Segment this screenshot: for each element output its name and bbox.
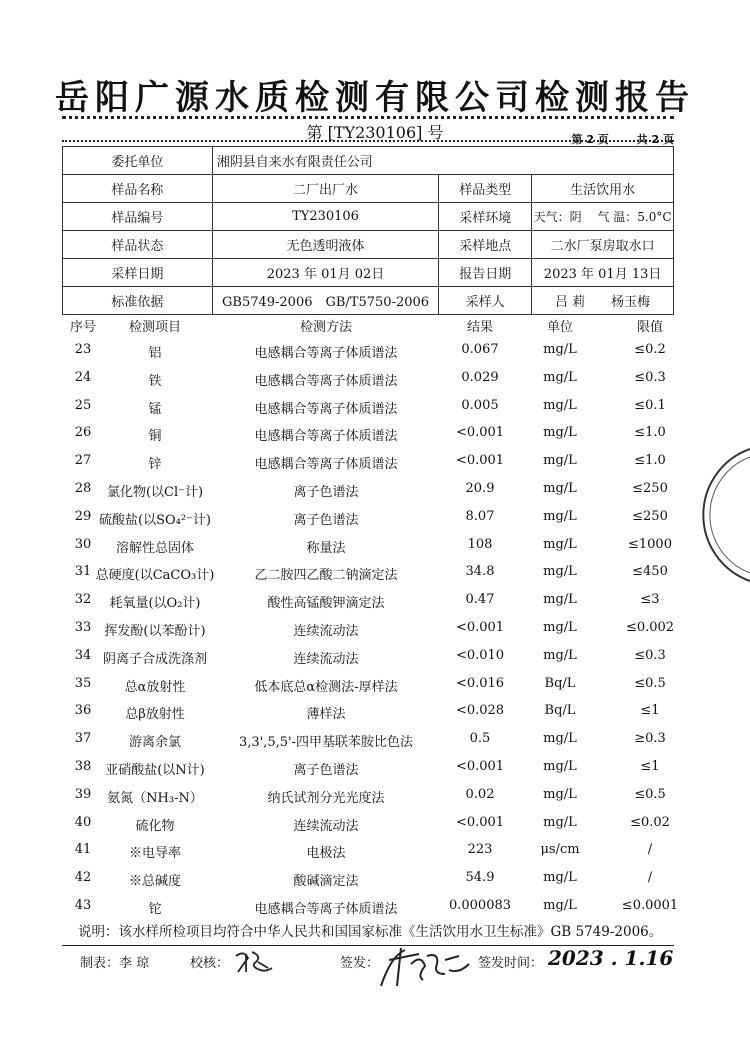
- table-row: [0, 842, 750, 870]
- row-item: 锌: [148, 457, 162, 473]
- row-number: 34: [74, 647, 92, 663]
- row-item: 总硬度(以CaCO₃计): [95, 568, 215, 584]
- row-method: 离子色谱法: [293, 763, 359, 778]
- row-method: 3,3',5,5'-四甲基联苯胺比色法: [238, 735, 414, 751]
- sample-type-label: 样品类型: [439, 175, 532, 203]
- row-item: 亚硝酸盐(以N计): [105, 763, 205, 778]
- row-limit: ≤250: [632, 508, 668, 524]
- company-seal: [700, 445, 750, 585]
- dotted-divider: [62, 116, 674, 119]
- table-row: [0, 676, 750, 704]
- table-row: [0, 592, 750, 620]
- row-unit: mg/L: [543, 898, 577, 913]
- row-item: 硫酸盐(以SO₄²⁻计): [99, 512, 211, 528]
- row-method: 乙二胺四乙酸二钠滴定法: [254, 568, 398, 584]
- row-limit: ≤3: [640, 592, 660, 608]
- prepared-by-name: 李 琼: [119, 956, 150, 971]
- row-limit: ≤0.3: [634, 647, 666, 663]
- row-unit: mg/L: [543, 731, 577, 747]
- standard-value: GB5749-2006 GB/T5750-2006: [212, 287, 439, 315]
- row-limit: ≤0.5: [634, 786, 666, 802]
- row-limit: ≥0.3: [634, 731, 666, 747]
- sampler-label: 采样人: [439, 287, 532, 315]
- row-number: 42: [74, 870, 92, 886]
- table-row: [0, 759, 750, 787]
- checked-by-label: 校核：: [190, 956, 230, 971]
- sample-code-value: TY230106: [212, 203, 439, 231]
- row-limit: ≤0.0001: [621, 898, 679, 913]
- row-unit: Bq/L: [544, 703, 576, 719]
- table-row: [0, 648, 750, 676]
- page-total: 共 2 页: [636, 133, 674, 146]
- row-method: 纳氏试剂分光光度法: [267, 790, 385, 806]
- report-date-label: 报告日期: [439, 259, 532, 287]
- row-item: 总α放射性: [124, 679, 186, 695]
- row-result: <0.001: [455, 425, 505, 441]
- row-number: 23: [74, 342, 92, 357]
- row-limit: ≤1.0: [634, 425, 666, 441]
- row-result: <0.028: [455, 703, 505, 719]
- row-unit: μs/cm: [540, 842, 580, 858]
- row-method: 电感耦合等离子体质谱法: [254, 373, 398, 389]
- row-limit: ≤1: [640, 759, 660, 774]
- row-result: <0.001: [455, 453, 505, 469]
- row-unit: mg/L: [543, 508, 577, 524]
- row-result: 223: [467, 842, 493, 858]
- row-item: 氯化物(以Cl⁻计): [106, 485, 204, 500]
- row-result: 0.000083: [448, 898, 512, 913]
- row-unit: mg/L: [543, 870, 577, 886]
- row-method: 薄样法: [306, 707, 346, 723]
- row-method: 低本底总α检测法-厚样法: [254, 679, 398, 695]
- sample-code-label: 样品编号: [63, 203, 213, 231]
- row-unit: mg/L: [543, 369, 577, 385]
- row-result: <0.001: [455, 759, 505, 774]
- row-method: 电感耦合等离子体质谱法: [254, 401, 398, 417]
- row-item: ※电导率: [128, 846, 181, 862]
- sample-name-value: 二厂出厂水: [212, 175, 439, 203]
- row-unit: mg/L: [543, 397, 577, 413]
- row-method: 连续流动法: [293, 818, 359, 834]
- row-item: 游离余氯: [128, 735, 181, 751]
- row-method: 电感耦合等离子体质谱法: [254, 457, 398, 473]
- row-item: 总β放射性: [125, 707, 185, 723]
- row-limit: ≤0.1: [634, 397, 666, 413]
- table-row: [0, 342, 750, 370]
- page-current: 第 2 页: [571, 133, 609, 146]
- table-row: [0, 481, 750, 509]
- row-method: 电极法: [306, 846, 346, 862]
- row-unit: mg/L: [543, 425, 577, 441]
- row-limit: ≤0.002: [625, 620, 675, 635]
- table-row: [0, 537, 750, 565]
- row-number: 37: [74, 731, 92, 747]
- col-header-unit: 单位: [546, 320, 573, 335]
- row-limit: ≤0.5: [634, 675, 666, 691]
- row-result: 108: [467, 536, 493, 552]
- row-result: 34.8: [465, 564, 495, 580]
- table-row: [0, 870, 750, 898]
- row-number: 40: [74, 814, 92, 830]
- sample-state-value: 无色透明液体: [212, 231, 439, 259]
- row-item: 氨氮（NH₃-N）: [107, 790, 203, 806]
- row-result: 0.067: [461, 342, 499, 357]
- row-number: 31: [74, 564, 92, 580]
- row-method: 称量法: [306, 540, 346, 556]
- row-limit: /: [647, 842, 653, 858]
- row-limit: ≤0.3: [634, 369, 666, 385]
- row-number: 25: [74, 397, 92, 413]
- issue-time-label: 签发时间：: [478, 956, 544, 971]
- prepared-by: [80, 952, 149, 971]
- row-item: 硫化物: [135, 818, 175, 834]
- table-row: [0, 398, 750, 426]
- row-limit: ≤1: [640, 703, 660, 719]
- row-unit: mg/L: [543, 481, 577, 496]
- table-row: [0, 731, 750, 759]
- row-item: ※总碱度: [128, 874, 181, 890]
- row-number: 28: [74, 481, 92, 496]
- row-unit: mg/L: [543, 759, 577, 774]
- issuer-label: 签发：: [340, 956, 380, 971]
- row-unit: mg/L: [543, 453, 577, 469]
- table-row: [0, 787, 750, 815]
- row-unit: Bq/L: [544, 675, 576, 691]
- row-limit: ≤0.02: [630, 814, 670, 830]
- sampling-env-label: 采样环境: [439, 203, 532, 231]
- report-number: 第 [TY230106] 号: [306, 123, 444, 142]
- table-row: [0, 453, 750, 481]
- row-method: 酸性高锰酸钾滴定法: [267, 596, 385, 612]
- row-number: 33: [74, 620, 92, 635]
- report-date-value: 2023 年 01月 13日: [532, 259, 674, 287]
- row-number: 43: [74, 898, 92, 913]
- col-header-method: 检测方法: [299, 320, 352, 335]
- row-limit: /: [647, 870, 653, 886]
- col-header-limit: 限值: [636, 320, 663, 335]
- row-number: 32: [74, 592, 92, 608]
- row-number: 29: [74, 508, 92, 524]
- row-item: 铝: [148, 346, 162, 361]
- row-number: 41: [74, 842, 92, 858]
- row-item: 铜: [148, 429, 162, 445]
- row-method: 连续流动法: [293, 651, 359, 667]
- sample-type-value: 生活饮用水: [532, 175, 674, 203]
- sample-name-label: 样品名称: [63, 175, 213, 203]
- row-result: 0.005: [461, 397, 499, 413]
- row-unit: mg/L: [543, 786, 577, 802]
- checker-signature: [232, 948, 276, 976]
- table-row: [0, 425, 750, 453]
- row-number: 38: [74, 759, 92, 774]
- col-header-no: 序号: [69, 320, 96, 335]
- sample-state-label: 样品状态: [63, 231, 213, 259]
- page-indicator: [566, 131, 675, 147]
- row-result: <0.010: [455, 647, 505, 663]
- row-number: 26: [74, 425, 92, 441]
- row-method: 电感耦合等离子体质谱法: [254, 346, 398, 361]
- row-method: 离子色谱法: [293, 512, 359, 528]
- col-header-item: 检测项目: [128, 320, 181, 335]
- row-method: 离子色谱法: [293, 485, 359, 500]
- row-item: 耗氧量(以O₂计): [109, 596, 201, 612]
- row-result: <0.001: [455, 620, 505, 635]
- row-limit: ≤250: [632, 481, 668, 496]
- standard-label: 标准依据: [63, 287, 213, 315]
- report-title: 岳阳广源水质检测有限公司检测报告: [55, 78, 695, 118]
- row-unit: mg/L: [543, 814, 577, 830]
- row-result: 8.07: [465, 508, 495, 524]
- row-number: 39: [74, 786, 92, 802]
- client-value: 湘阴县自来水有限责任公司: [212, 147, 673, 175]
- row-limit: ≤1000: [628, 536, 672, 552]
- row-result: 0.47: [465, 592, 495, 608]
- row-item: 锰: [148, 401, 162, 417]
- row-item: 溶解性总固体: [115, 540, 194, 556]
- row-unit: mg/L: [543, 647, 577, 663]
- row-method: 电感耦合等离子体质谱法: [254, 902, 398, 917]
- row-unit: mg/L: [543, 342, 577, 357]
- row-limit: ≤1.0: [634, 453, 666, 469]
- issue-time-value: 2023 . 1.16: [548, 946, 674, 970]
- client-label: 委托单位: [63, 147, 213, 175]
- row-number: 27: [74, 453, 92, 469]
- row-number: 24: [74, 369, 92, 385]
- row-result: 20.9: [465, 481, 495, 496]
- row-method: 电感耦合等离子体质谱法: [254, 429, 398, 445]
- sampling-date-label: 采样日期: [63, 259, 213, 287]
- table-row: [0, 703, 750, 731]
- table-row: [0, 370, 750, 398]
- row-item: 铊: [148, 902, 162, 917]
- sample-info-table: [62, 146, 674, 315]
- row-limit: ≤450: [632, 564, 668, 580]
- row-result: 54.9: [465, 870, 495, 886]
- row-limit: ≤0.2: [634, 342, 666, 357]
- row-result: 0.029: [461, 369, 499, 385]
- row-unit: mg/L: [543, 592, 577, 608]
- row-item: 阴离子合成洗涤剂: [102, 651, 207, 667]
- row-result: <0.016: [455, 675, 505, 691]
- row-number: 36: [74, 703, 92, 719]
- row-number: 35: [74, 675, 92, 691]
- table-row: [0, 815, 750, 843]
- sampling-date-value: 2023 年 01月 02日: [212, 259, 439, 287]
- row-method: 酸碱滴定法: [293, 874, 359, 890]
- table-row: [0, 509, 750, 537]
- row-item: 挥发酚(以苯酚计): [104, 624, 206, 639]
- row-unit: mg/L: [543, 564, 577, 580]
- col-header-result: 结果: [466, 320, 493, 335]
- conclusion-note: 说明：该水样所检项目均符合中华人民共和国国家标准《生活饮用水卫生标准》GB 5749-2006。: [78, 924, 663, 940]
- row-result: 0.02: [465, 786, 495, 802]
- row-result: 0.5: [469, 731, 491, 747]
- row-method: 连续流动法: [293, 624, 359, 639]
- row-unit: mg/L: [543, 620, 577, 635]
- row-result: <0.001: [455, 814, 505, 830]
- row-unit: mg/L: [543, 536, 577, 552]
- table-row: [0, 620, 750, 648]
- row-number: 30: [74, 536, 92, 552]
- sampling-env-value: 天气：阴 气 温：5.0°C: [532, 203, 674, 231]
- table-row: [0, 564, 750, 592]
- sampler-value: 吕 莉 杨玉梅: [532, 287, 674, 315]
- sampling-site-label: 采样地点: [439, 231, 532, 259]
- prepared-by-label: 制表：: [80, 956, 120, 971]
- issuer-signature: [375, 940, 475, 992]
- row-item: 铁: [148, 373, 162, 389]
- sampling-site-value: 二水厂泵房取水口: [532, 231, 674, 259]
